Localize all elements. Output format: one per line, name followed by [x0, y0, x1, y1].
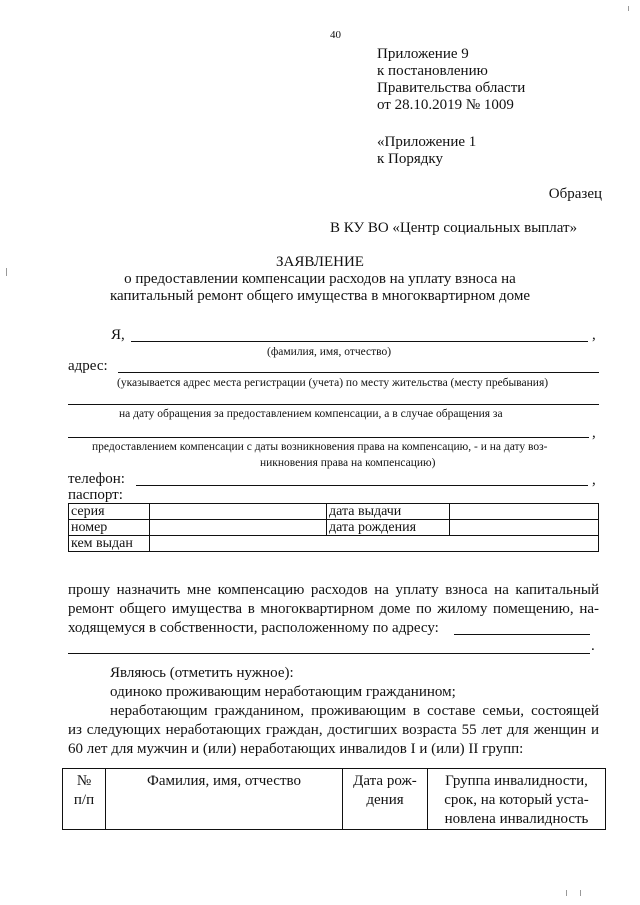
- appendix-line-5: «Приложение 1: [377, 134, 477, 150]
- issue-date-label: дата выдачи: [327, 504, 450, 520]
- scan-mark-bottom-1: [566, 890, 567, 896]
- family-members-table: [62, 768, 606, 830]
- phone-line[interactable]: [136, 485, 588, 486]
- scan-mark-left: [6, 268, 7, 276]
- title-line-2: капитальный ремонт общего имущества в многоквартирном доме: [109, 288, 531, 304]
- col-number-line-1: №: [76, 773, 92, 789]
- col-number-header: [63, 769, 106, 830]
- phone-label: телефон:: [68, 471, 125, 487]
- issued-by-cell[interactable]: [150, 536, 599, 552]
- col-number-line-2: п/п: [73, 792, 95, 808]
- i-label: Я,: [111, 327, 125, 343]
- scan-mark-top: [628, 6, 629, 11]
- property-address-line-1[interactable]: [454, 634, 590, 635]
- date-comma: ,: [592, 425, 596, 441]
- appendix-line-4: от 28.10.2019 № 1009: [377, 97, 514, 113]
- col-group-line-3: новлена инвалидность: [444, 811, 589, 827]
- request-line-3: ходящемуся в собственности, расположенному по адресу:: [68, 620, 439, 636]
- status-option-1[interactable]: одиноко проживающим неработающим гражданином;: [110, 684, 456, 700]
- status-heading: Являюсь (отметить нужное):: [110, 665, 294, 681]
- address-line-2[interactable]: [68, 404, 599, 405]
- appendix-line-3: Правительства области: [377, 80, 526, 96]
- address-line-3[interactable]: [68, 437, 589, 438]
- appendix-line-1: Приложение 9: [377, 46, 469, 62]
- property-address-line-2[interactable]: [68, 653, 590, 654]
- fio-line[interactable]: [131, 341, 588, 342]
- fio-comma: ,: [592, 327, 596, 343]
- address-line-1[interactable]: [118, 372, 599, 373]
- birth-date-cell[interactable]: [450, 520, 599, 536]
- table-row: [69, 504, 599, 520]
- addressee: В КУ ВО «Центр социальных выплат»: [330, 220, 578, 236]
- passport-table: [68, 503, 599, 552]
- status-option-2-line-1[interactable]: неработающим гражданином, проживающим в составе семьи, состоящей: [110, 703, 599, 719]
- issue-date-cell[interactable]: [450, 504, 599, 520]
- address-label: адрес:: [68, 358, 108, 374]
- request-end-dot: .: [591, 638, 595, 654]
- series-label: серия: [69, 504, 150, 520]
- document-title: ЗАЯВЛЕНИЕ: [276, 254, 364, 270]
- number-cell[interactable]: [150, 520, 327, 536]
- phone-comma: ,: [592, 472, 596, 488]
- col-group-header: [428, 769, 606, 830]
- col-birth-header: [343, 769, 428, 830]
- status-option-2-line-3: 60 лет для мужчин и (или) неработающих инвалидов I и (или) II групп:: [68, 741, 524, 757]
- col-birth-line-1: Дата рож-: [353, 773, 417, 789]
- page-number: 40: [330, 29, 341, 41]
- request-line-1: прошу назначить мне компенсацию расходов на уплату взноса на капитальный: [68, 582, 599, 598]
- col-group-line-2: срок, на который уста-: [444, 792, 589, 808]
- date-note-2: предоставлением компенсации с даты возникновения права на компенсацию, - и на дату воз-: [92, 441, 548, 453]
- series-cell[interactable]: [150, 504, 327, 520]
- col-group-line-1: Группа инвалидности,: [445, 773, 588, 789]
- birth-date-label: дата рождения: [327, 520, 450, 536]
- appendix-line-2: к постановлению: [377, 63, 488, 79]
- table-row: [69, 520, 599, 536]
- issued-by-label: кем выдан: [69, 536, 150, 552]
- status-option-2-line-2: из следующих неработающих граждан, достигших возраста 55 лет для женщин и: [68, 722, 599, 738]
- number-label: номер: [69, 520, 150, 536]
- table-header-row: [63, 769, 606, 830]
- date-note-3: никновения права на компенсацию): [260, 457, 436, 469]
- request-line-2: ремонт общего имущества в многоквартирном доме по жилому помещению, на-: [68, 601, 599, 617]
- col-birth-line-2: дения: [366, 792, 404, 808]
- fio-caption: (фамилия, имя, отчество): [267, 346, 392, 358]
- sample-label: Образец: [548, 186, 602, 202]
- scan-mark-bottom-2: [580, 890, 581, 896]
- date-note-1: на дату обращения за предоставлением компенсации, а в случае обращения за: [119, 408, 503, 420]
- appendix-line-6: к Порядку: [377, 151, 443, 167]
- address-caption: (указывается адрес места регистрации (учета) по месту жительства (месту пребывания): [117, 377, 549, 389]
- table-row: [69, 536, 599, 552]
- col-name-header: [106, 769, 343, 830]
- col-name-line: Фамилия, имя, отчество: [147, 773, 301, 789]
- title-line-1: о предоставлении компенсации расходов на уплату взноса на: [124, 271, 516, 287]
- passport-label: паспорт:: [68, 487, 123, 503]
